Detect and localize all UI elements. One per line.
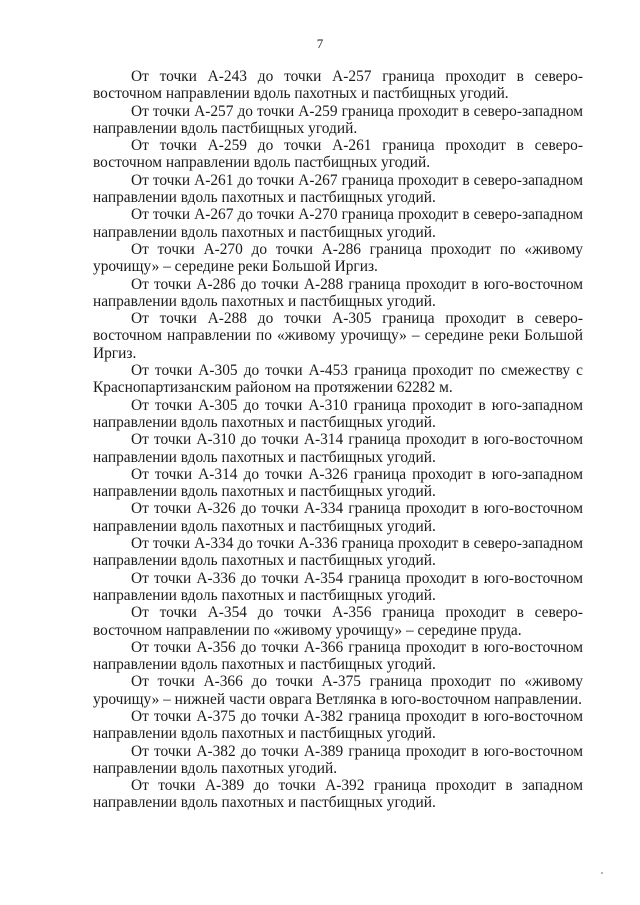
boundary-paragraph-a354-a356: От точки А-354 до точки А-356 граница проходит в северо-восточном направлении по «живому урочищу» – середине пруда. (93, 604, 583, 639)
boundary-paragraph-a243-a257: От точки А-243 до точки А-257 граница проходит в северо-восточном направлении вдоль пахотных и пастбищных угодий. (93, 68, 583, 103)
boundary-paragraph-a366-a375: От точки А-366 до точки А-375 граница проходит по «живому урочищу» – нижней части оврага Ветлянка в юго-восточном направлении. (93, 673, 583, 708)
boundary-paragraph-a305-a310: От точки А-305 до точки А-310 граница проходит в юго-западном направлении вдоль пахотных и пастбищных угодий. (93, 396, 583, 431)
boundary-paragraph-a261-a267: От точки А-261 до точки А-267 граница проходит в северо-западном направлении вдоль пахотных и пастбищных угодий. (93, 171, 583, 207)
document-body (93, 68, 583, 812)
boundary-paragraph-a270-a286: От точки А-270 до точки А-286 граница проходит по «живому урочищу» – середине реки Большой Иргиз. (93, 240, 583, 276)
scan-speck (601, 872, 603, 874)
boundary-paragraph-a326-a334: От точки А-326 до точки А-334 граница проходит в юго-восточном направлении вдоль пахотных и пастбищных угодий. (93, 500, 583, 535)
boundary-paragraph-a356-a366: От точки А-356 до точки А-366 граница проходит в юго-восточном направлении вдоль пахотных и пастбищных угодий. (93, 638, 583, 674)
boundary-paragraph-a305-a453: От точки А-305 до точки А-453 граница проходит по смежеству с Краснопартизанским районом на протяжении 62282 м. (93, 362, 583, 397)
boundary-paragraph-a259-a261: От точки А-259 до точки А-261 граница проходит в северо-восточном направлении вдоль пастбищных угодий. (93, 137, 583, 172)
boundary-paragraph-a288-a305: От точки А-288 до точки А-305 граница проходит в северо-восточном направлении по «живому урочищу» – середине реки Большой Иргиз. (93, 310, 583, 362)
boundary-paragraph-a267-a270: От точки А-267 до точки А-270 граница проходит в северо-западном направлении вдоль пахотных и пастбищных угодий. (93, 206, 583, 241)
boundary-paragraph-a310-a314: От точки А-310 до точки А-314 граница проходит в юго-восточном направлении вдоль пахотных и пастбищных угодий. (93, 431, 583, 466)
boundary-paragraph-a389-a392: От точки А-389 до точки А-392 граница проходит в западном направлении вдоль пахотных и пастбищных угодий. (93, 777, 583, 812)
boundary-paragraph-a334-a336: От точки А-334 до точки А-336 граница проходит в северо-западном направлении вдоль пахотных и пастбищных угодий. (93, 535, 583, 570)
boundary-paragraph-a314-a326: От точки А-314 до точки А-326 граница проходит в юго-западном направлении вдоль пахотных и пастбищных угодий. (93, 465, 583, 501)
boundary-paragraph-a257-a259: От точки А-257 до точки А-259 граница проходит в северо-западном направлении вдоль пастбищных угодий. (93, 102, 583, 137)
boundary-paragraph-a336-a354: От точки А-336 до точки А-354 граница проходит в юго-восточном направлении вдоль пахотных и пастбищных угодий. (93, 569, 583, 604)
boundary-paragraph-a286-a288: От точки А-286 до точки А-288 граница проходит в юго-восточном направлении вдоль пахотных и пастбищных угодий. (93, 275, 583, 310)
boundary-paragraph-a382-a389: От точки А-382 до точки А-389 граница проходит в юго-восточном направлении вдоль пахотных угодий. (93, 742, 583, 777)
boundary-paragraph-a375-a382: От точки А-375 до точки А-382 граница проходит в юго-восточном направлении вдоль пахотных и пастбищных угодий. (93, 707, 583, 743)
page-number: 7 (316, 36, 324, 51)
